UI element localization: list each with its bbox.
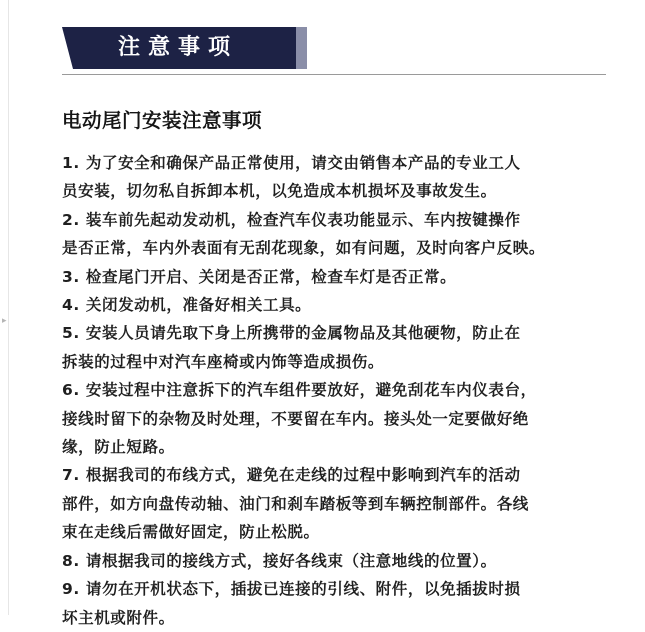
- banner-title: 注意事项: [117, 35, 238, 60]
- notice-line: 束在走线后需做好固定，防止松脱。: [62, 523, 320, 542]
- notice-line: 2. 装车前先起动发动机，检查汽车仪表功能显示、车内按键操作: [62, 210, 521, 229]
- notice-item-5: [62, 319, 602, 376]
- notice-list: [62, 149, 602, 632]
- notice-item-1: [62, 149, 602, 206]
- banner-accent-stripe: [296, 27, 307, 69]
- notice-line: 9. 请勿在开机状态下，插拔已连接的引线、附件，以免插拔时损: [62, 580, 521, 599]
- notice-line: 6. 安装过程中注意拆下的汽车组件要放好，避免刮花车内仪表台，: [62, 381, 537, 400]
- notice-line: 7. 根据我司的布线方式，避免在走线的过程中影响到汽车的活动: [62, 466, 521, 485]
- scroll-arrow-icon[interactable]: ▸: [2, 316, 7, 326]
- notice-line: 5. 安装人员请先取下身上所携带的金属物品及其他硬物，防止在: [62, 324, 521, 343]
- notice-item-8: [62, 547, 602, 575]
- notice-line: 员安装，切勿私自拆卸本机，以免造成本机损坏及事故发生。: [62, 182, 497, 201]
- notice-item-4: [62, 291, 602, 319]
- notice-line: 1. 为了安全和确保产品正常使用，请交由销售本产品的专业工人: [62, 154, 521, 172]
- left-margin-rule: [8, 0, 9, 615]
- section-banner: [62, 27, 308, 69]
- notice-line: 接线时留下的杂物及时处理，不要留在车内。接头处一定要做好绝: [62, 409, 529, 428]
- notice-item-3: [62, 263, 602, 291]
- notice-line: 4. 关闭发动机，准备好相关工具。: [62, 296, 312, 315]
- notice-item-9: [62, 575, 602, 632]
- notice-item-7: [62, 461, 602, 546]
- notice-line: 3. 检查尾门开启、关闭是否正常，检查车灯是否正常。: [62, 267, 457, 286]
- notice-item-2: [62, 206, 602, 263]
- notice-line: 8. 请根据我司的接线方式，接好各线束（注意地线的位置）。: [62, 551, 497, 570]
- notice-line: 是否正常，车内外表面有无刮花现象，如有问题，及时向客户反映。: [62, 239, 546, 258]
- notice-line: 坏主机或附件。: [62, 608, 175, 627]
- notice-item-6: [62, 376, 602, 461]
- notice-line: 部件，如方向盘传动轴、油门和刹车踏板等到车辆控制部件。各线: [62, 494, 529, 513]
- notice-line: 拆装的过程中对汽车座椅或内饰等造成损伤。: [62, 352, 385, 371]
- header-divider: [62, 74, 606, 75]
- document-title: 电动尾门安装注意事项: [62, 109, 263, 132]
- notice-line: 缘，防止短路。: [62, 438, 175, 457]
